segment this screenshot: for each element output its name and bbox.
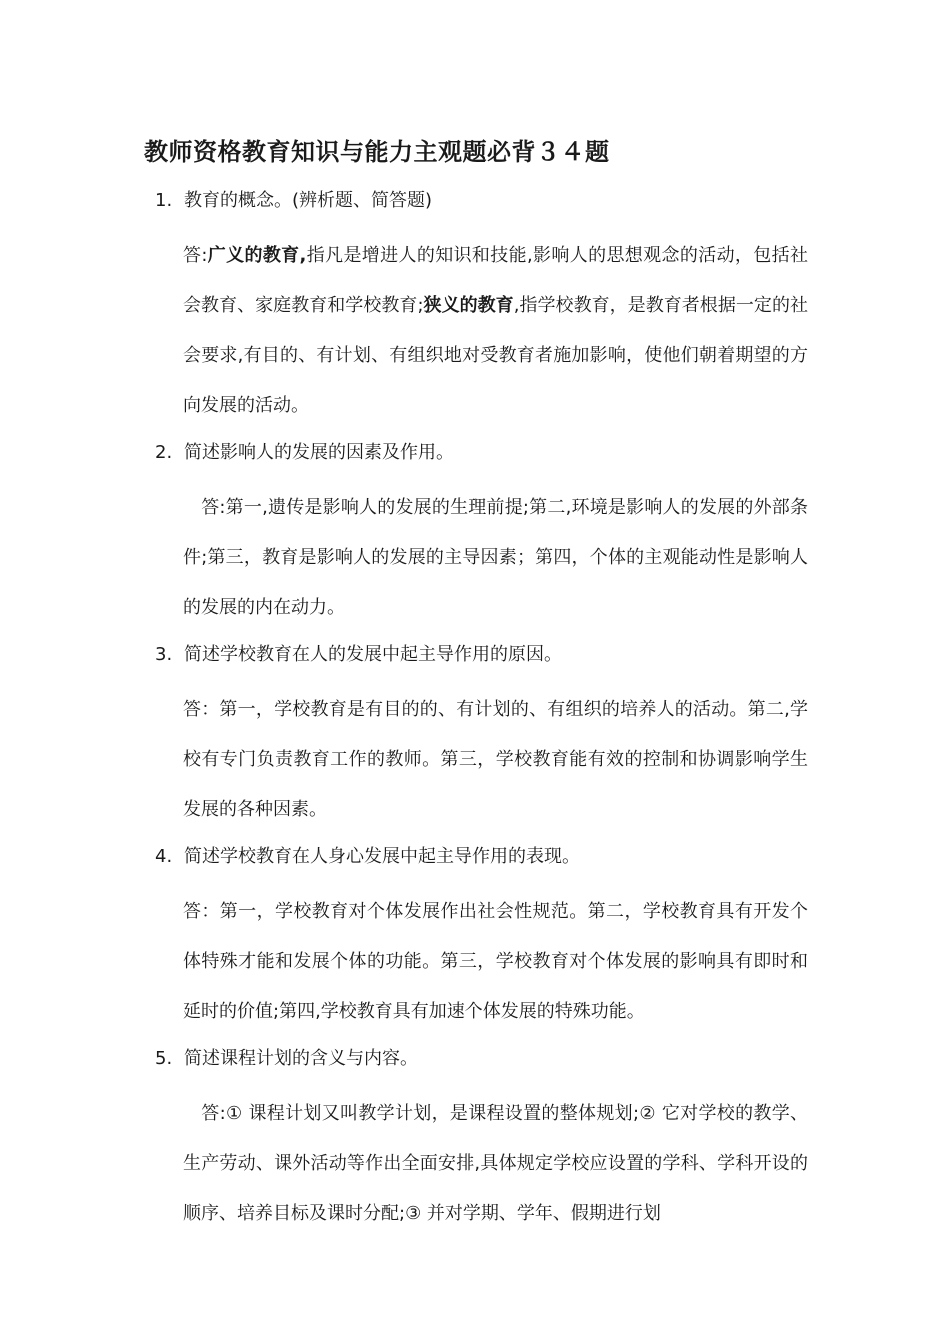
question-number: 2. [155, 442, 173, 463]
answer-text: ,指学校教育，是教育者根据一定的社会要求,有目的、有计划、有组织地对受教育者施加影响，使他们朝着期望的方向发展的活动。 [183, 295, 808, 416]
question-text: 简述学校教育在人身心发展中起主导作用的表现。 [184, 846, 580, 867]
answer-paragraph [183, 483, 808, 633]
answer-text: 指凡是增进人的知识和技能,影响人的思想观念的活动，包括社会教育、家庭教育和学校教育; [183, 245, 808, 316]
question-item-2 [0, 434, 950, 633]
answer-bold-term: 狭义的教育 [423, 295, 514, 316]
answer-text: 答:① 课程计划又叫教学计划，是课程设置的整体规划;② 它对学校的教学、生产劳动、课外活动等作出全面安排,具体规定学校应设置的学科、学科开设的顺序、培养目标及课时分配;③ 并对学期、学年、假期进行划 [183, 1103, 808, 1224]
document-title: 教师资格教育知识与能力主观题必背３４题 [144, 138, 610, 166]
answer-paragraph [183, 887, 808, 1037]
question-text: 简述学校教育在人的发展中起主导作用的原因。 [184, 644, 562, 665]
answer-paragraph [183, 1089, 808, 1239]
question-number: 1. [155, 190, 173, 211]
question-item-4 [0, 838, 950, 1037]
answer-paragraph [183, 685, 808, 835]
question-line [0, 1040, 950, 1078]
answer-text: 答: [183, 245, 208, 266]
question-number: 5. [155, 1048, 173, 1069]
question-line [0, 182, 950, 220]
question-line [0, 636, 950, 674]
question-item-1 [0, 182, 950, 431]
question-item-5 [0, 1040, 950, 1239]
question-list [0, 182, 950, 1242]
question-item-3 [0, 636, 950, 835]
question-line [0, 434, 950, 472]
question-text: 简述影响人的发展的因素及作用。 [184, 442, 454, 463]
question-line [0, 838, 950, 876]
answer-bold-term: 广义的教育, [207, 245, 307, 266]
answer-paragraph [183, 231, 808, 431]
question-number: 4. [155, 846, 173, 867]
question-text: 教育的概念。(辨析题、简答题) [184, 190, 433, 211]
answer-text: 答：第一，学校教育对个体发展作出社会性规范。第二，学校教育具有开发个体特殊才能和发展个体的功能。第三，学校教育对个体发展的影响具有即时和延时的价值;第四,学校教育具有加速个体发展的特殊功能。 [183, 901, 808, 1022]
question-text: 简述课程计划的含义与内容。 [184, 1048, 418, 1069]
answer-text: 答:第一,遗传是影响人的发展的生理前提;第二,环境是影响人的发展的外部条件;第三，教育是影响人的发展的主导因素；第四，个体的主观能动性是影响人的发展的内在动力。 [183, 497, 808, 618]
answer-text: 答：第一，学校教育是有目的的、有计划的、有组织的培养人的活动。第二,学校有专门负责教育工作的教师。第三，学校教育能有效的控制和协调影响学生发展的各种因素。 [183, 699, 808, 820]
question-number: 3. [155, 644, 173, 665]
